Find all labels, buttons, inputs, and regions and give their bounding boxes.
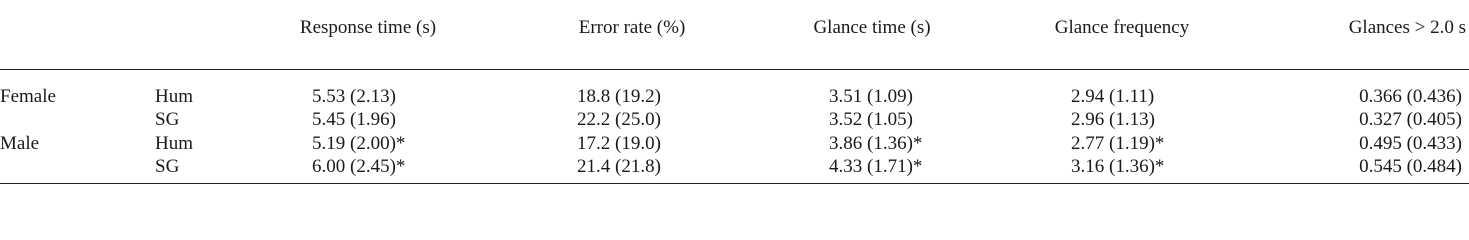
glance-frequency-value: 2.96 (1.13): [1071, 109, 1155, 130]
glance-frequency-value: 3.16 (1.36)*: [1071, 156, 1165, 177]
glance-time-value: 3.86 (1.36)*: [829, 133, 923, 154]
glances-over-value: 0.327 (0.405): [1359, 109, 1462, 130]
response-time-value: 5.45 (1.96): [312, 109, 396, 130]
response-time-value: 5.53 (2.13): [312, 86, 396, 107]
gender-label: Female: [0, 86, 56, 107]
response-time-value: 5.19 (2.00)*: [312, 133, 406, 154]
glances-over-value: 0.545 (0.484): [1359, 156, 1462, 177]
response-time-value: 6.00 (2.45)*: [312, 156, 406, 177]
error-rate-value: 18.8 (19.2): [577, 86, 661, 107]
glance-time-value: 4.33 (1.71)*: [829, 156, 923, 177]
table-top-rule: [0, 69, 1469, 70]
glance-time-value: 3.52 (1.05): [829, 109, 913, 130]
gender-label: Male: [0, 133, 40, 154]
header-glance-time: Glance time (s): [813, 17, 931, 38]
glances-over-value: 0.495 (0.433): [1359, 133, 1462, 154]
condition-label: SG: [155, 156, 180, 177]
condition-label: Hum: [155, 133, 193, 154]
header-error-rate: Error rate (%): [578, 17, 686, 38]
table-bottom-rule: [0, 183, 1469, 184]
condition-label: SG: [155, 109, 180, 130]
glance-frequency-value: 2.94 (1.11): [1071, 86, 1155, 107]
error-rate-value: 17.2 (19.0): [577, 133, 661, 154]
glances-over-value: 0.366 (0.436): [1359, 86, 1462, 107]
glance-frequency-value: 2.77 (1.19)*: [1071, 133, 1165, 154]
error-rate-value: 22.2 (25.0): [577, 109, 661, 130]
error-rate-value: 21.4 (21.8): [577, 156, 661, 177]
header-glances-over: Glances > 2.0 s: [1348, 17, 1466, 38]
header-glance-frequency: Glance frequency: [1054, 17, 1190, 38]
glance-time-value: 3.51 (1.09): [829, 86, 913, 107]
condition-label: Hum: [155, 86, 193, 107]
header-response-time: Response time (s): [299, 17, 437, 38]
